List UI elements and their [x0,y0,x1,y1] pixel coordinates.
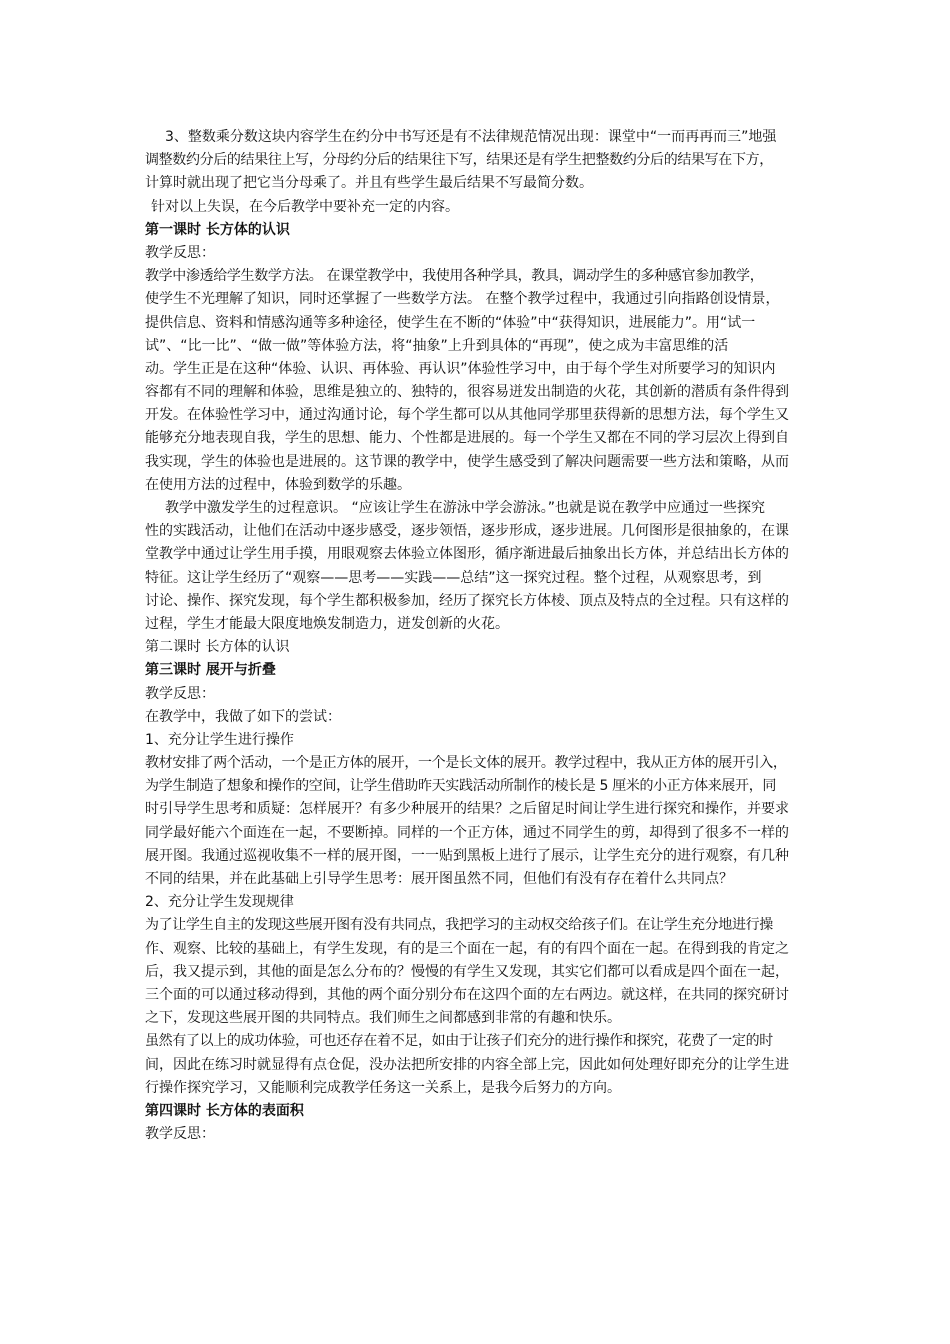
paragraph-line: 教材安排了两个活动，一个是正方体的展开，一个是长文体的展开。教学过程中，我从正方体的展开引入， [145,755,787,772]
paragraph-line: 计算时就出现了把它当分母乘了。并且有些学生最后结果不写最简分数。 [145,175,593,192]
paragraph-line: 3、整数乘分数这块内容学生在约分中书写还是有不法律规范情况出现：课堂中“一而再再而三”地强 [165,129,777,145]
paragraph-line: 不同的结果，并在此基础上引导学生思考：展开图虽然不同，但他们有没有存在着什么共同点？ [145,871,733,887]
paragraph-line: 展开图。我通过巡视收集不一样的展开图，一一贴到黑板上进行了展示，让学生充分的进行观察，有几种 [145,847,789,864]
paragraph-line: 后，我又提示到，其他的面是怎么分布的？慢慢的有学生又发现，其实它们都可以看成是四个面在一起， [145,963,789,980]
paragraph-line: 教学反思： [145,1126,215,1143]
paragraph-line: 三个面的可以通过移动得到，其他的两个面分别分布在这四个面的左右两边。就这样，在共同的探究研讨 [145,986,789,1003]
paragraph-line: 过程，学生才能最大限度地焕发制造力，迸发创新的火花。 [145,615,509,632]
list-item: 2、充分让学生发现规律 [145,894,294,911]
paragraph-line: 使学生不光理解了知识，同时还掌握了一些数学方法。 在整个教学过程中，我通过引向指路创设情景， [145,291,780,308]
paragraph-line: 开发。在体验性学习中，通过沟通讨论，每个学生都可以从其他同学那里获得新的思想方法，每个学生又 [145,407,789,424]
paragraph-line: 之下，发现这些展开图的共同特点。我们师生之间都感到非常的有趣和快乐。 [145,1010,621,1027]
paragraph-line: 同学最好能六个面连在一起，不要断掉。同样的一个正方体，通过不同学生的剪，却得到了很多不一样的 [145,824,789,841]
paragraph-line: 教学反思： [145,685,215,702]
paragraph-line: 时引导学生思考和质疑：怎样展开？有多少种展开的结果？之后留足时间让学生进行探究和操作，并要求 [145,801,789,818]
paragraph-line: 为了让学生自主的发现这些展开图有没有共同点，我把学习的主动权交给孩子们。在让学生充分地进行操 [145,917,773,934]
paragraph-line: 堂教学中通过让学生用手摸，用眼观察去体验立体图形，循序渐进最后抽象出长方体，并总结出长方体的 [145,546,789,563]
document-body [145,126,810,1146]
section-heading: 第一课时 长方体的认识 [145,221,290,238]
paragraph-line: 为学生制造了想象和操作的空间，让学生借助昨天实践活动所制作的棱长是 5 厘米的小正方体来展开，同 [145,778,777,795]
paragraph-line: 特征。这让学生经历了“观察——思考——实践——总结”这一探究过程。整个过程，从观察思考，到 [145,569,762,586]
paragraph-line: 我实现，学生的体验也是进展的。这节课的教学中，使学生感受到了解决问题需要一些方法和策略，从而 [145,453,789,470]
paragraph-line: 作、观察、比较的基础上，有学生发现，有的是三个面在一起，有的有四个面在一起。在得到我的肯定之 [145,940,789,957]
paragraph-line: 行操作探究学习，又能顺利完成教学任务这一关系上，是我今后努力的方向。 [145,1079,621,1096]
paragraph-line: 在教学中，我做了如下的尝试： [145,708,341,725]
paragraph-line: 教学中渗透给学生数学方法。 在课堂教学中，我使用各种学具，教具，调动学生的多种感官参加教学， [145,268,764,285]
paragraph-line: 虽然有了以上的成功体验，可也还存在着不足，如由于让孩子们充分的进行操作和探究，花费了一定的时 [145,1033,773,1050]
paragraph-line: 教学中激发学生的过程意识。 “应该让学生在游泳中学会游泳。”也就是说在教学中应通过一些探究 [165,500,765,516]
paragraph-line: 试”、“比一比”、“做一做”等体验方法，将“抽象”上升到具体的“再现”，使之成为丰富思维的活 [145,337,729,354]
paragraph-line: 间，因此在练习时就显得有点仓促，没办法把所安排的内容全部上完，因此如何处理好即充分的让学生进 [145,1056,789,1073]
section-heading: 第四课时 长方体的表面积 [145,1102,304,1119]
paragraph-line: 性的实践活动，让他们在活动中逐步感受，逐步领悟，逐步形成，逐步进展。几何图形是很抽象的，在课 [145,523,789,540]
section-heading: 第二课时 长方体的认识 [145,639,290,656]
paragraph-line: 提供信息、资料和情感沟通等多种途径，使学生在不断的“体验”中“获得知识，进展能力”。用“试一 [145,314,756,331]
section-heading: 第三课时 展开与折叠 [145,662,276,679]
paragraph-line: 能够充分地表现自我，学生的思想、能力、个性都是进展的。每一个学生又都在不同的学习层次上得到自 [145,430,789,447]
paragraph-line: 调整数约分后的结果往上写，分母约分后的结果往下写，结果还是有学生把整数约分后的结果写在下方， [145,152,773,169]
paragraph-line: 动。学生正是在这种“体验、认识、再体验、再认识”体验性学习中，由于每个学生对所要学习的知识内 [145,360,776,377]
paragraph-line: 在使用方法的过程中，体验到数学的乐趣。 [145,476,411,493]
paragraph-line: 针对以上失误，在今后教学中要补充一定的内容。 [151,198,459,215]
list-item: 1、充分让学生进行操作 [145,731,294,748]
paragraph-line: 教学反思： [145,244,215,261]
paragraph-line: 容都有不同的理解和体验，思维是独立的、独特的，很容易迸发出制造的火花，其创新的潜质有条件得到 [145,384,789,401]
paragraph-line: 讨论、操作、探究发现，每个学生都积极参加，经历了探究长方体棱、顶点及特点的全过程。只有这样的 [145,592,789,609]
